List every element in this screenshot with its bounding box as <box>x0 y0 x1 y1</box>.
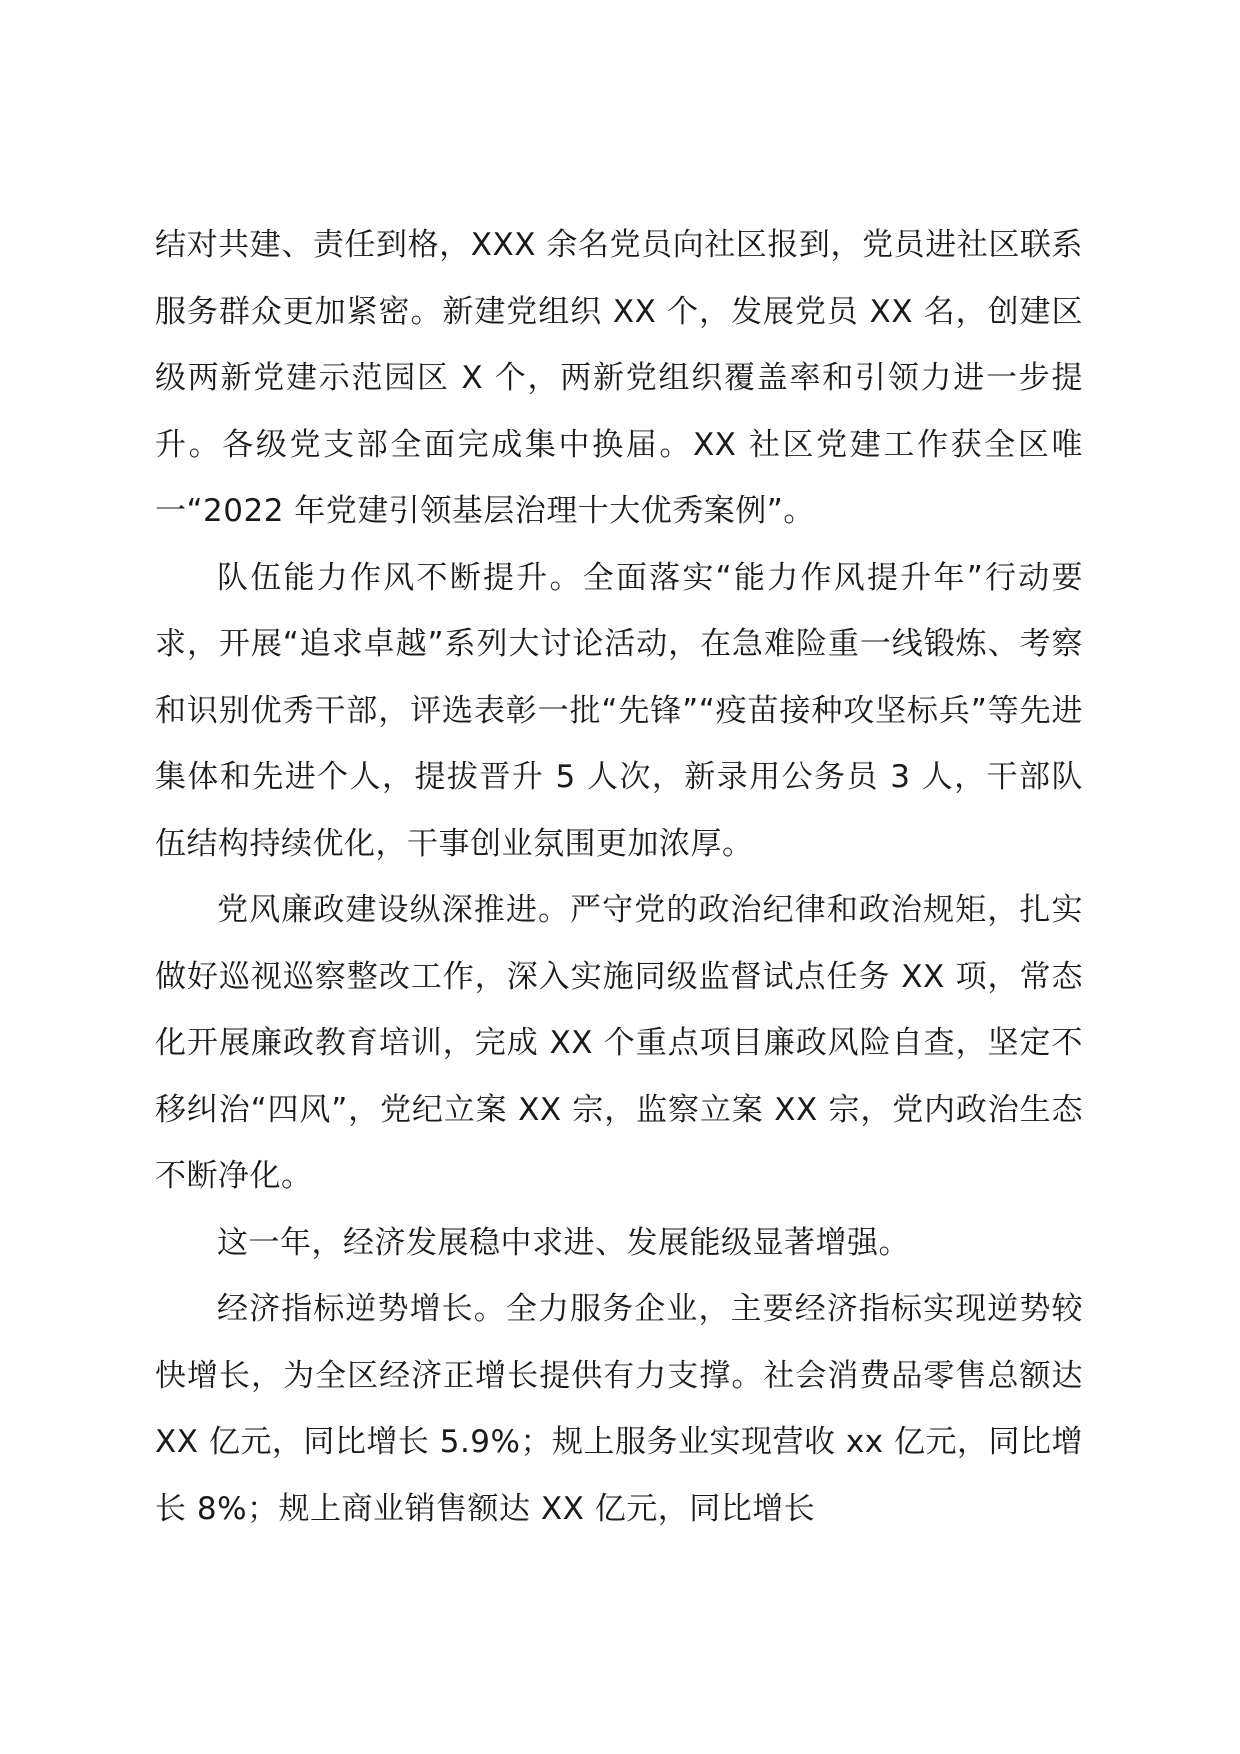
paragraph-clean-governance: 党风廉政建设纵深推进。严守党的政治纪律和政治规矩，扎实做好巡视巡察整改工作，深入实施同级监督试点任务 XX 项，常态化开展廉政教育培训，完成 XX 个重点项目廉政风险自查，坚定不移纠治“四风”，党纪立案 XX 宗，监察立案 XX 宗，党内政治生态不断净化。 <box>155 892 1083 1194</box>
paragraph-party-building-results: 结对共建、责任到格，XXX 余名党员向社区报到，党员进社区联系服务群众更加紧密。新建党组织 XX 个，发展党员 XX 名，创建区级两新党建示范园区 X 个，两新党组织覆盖率和引领力进一步提升。各级党支部全面完成集中换届。XX 社区党建工作获全区唯一“2022 年党建引领基层治理十大优秀案例”。 <box>155 227 1083 529</box>
document-body <box>155 212 1083 1542</box>
paragraph-economic-indicators: 经济指标逆势增长。全力服务企业，主要经济指标实现逆势较快增长，为全区经济正增长提供有力支撑。社会消费品零售总额达 XX 亿元，同比增长 5.9%；规上服务业实现营收 xx 亿元，同比增长 8%；规上商业销售额达 XX 亿元，同比增长 <box>155 1291 1083 1527</box>
paragraph-economic-summary: 这一年，经济发展稳中求进、发展能级显著增强。 <box>217 1224 910 1261</box>
paragraph-team-capability: 队伍能力作风不断提升。全面落实“能力作风提升年”行动要求，开展“追求卓越”系列大讨论活动，在急难险重一线锻炼、考察和识别优秀干部，评选表彰一批“先锋”“疫苗接种攻坚标兵”等先进集体和先进个人，提拔晋升 5 人次，新录用公务员 3 人，干部队伍结构持续优化，干事创业氛围更加浓厚。 <box>155 559 1083 862</box>
